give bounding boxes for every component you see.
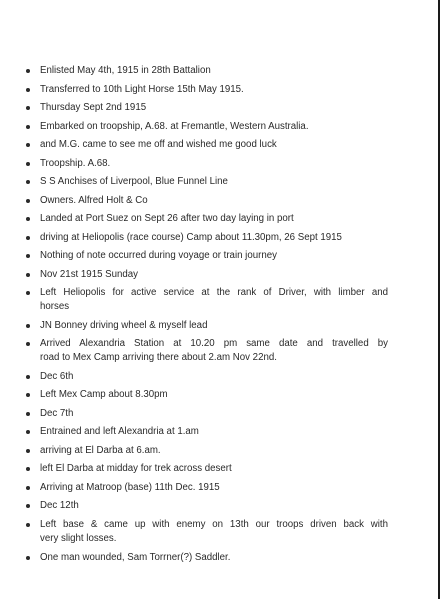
diary-entry: [26, 388, 388, 402]
diary-entry-text: Left base & came up with enemy on 13th our troops driven back with: [40, 518, 388, 530]
diary-entry: [26, 518, 388, 546]
bullet-icon: [26, 504, 30, 508]
bullet-icon: [26, 180, 30, 184]
diary-entry-text: Entrained and left Alexandria at 1.am: [40, 426, 199, 438]
diary-entry-text: left El Darba at midday for trek across desert: [40, 463, 232, 475]
bullet-icon: [26, 291, 30, 295]
diary-entry: [26, 194, 388, 208]
diary-entry: [26, 157, 388, 171]
diary-entry-text: Dec 7th: [40, 407, 74, 419]
diary-entry: [26, 101, 388, 115]
bullet-icon: [26, 393, 30, 397]
bullet-icon: [26, 342, 30, 346]
diary-entry: [26, 407, 388, 421]
diary-entry: [26, 64, 388, 78]
diary-entry: [26, 337, 388, 365]
diary-entry: [26, 83, 388, 97]
bullet-icon: [26, 412, 30, 416]
diary-entry: [26, 444, 388, 458]
diary-entry: [26, 319, 388, 333]
bullet-icon: [26, 88, 30, 92]
bullet-icon: [26, 236, 30, 240]
diary-entry-text: Dec 6th: [40, 370, 74, 382]
bullet-icon: [26, 125, 30, 129]
bullet-icon: [26, 106, 30, 110]
diary-entry-text: Owners. Alfred Holt & Co: [40, 194, 148, 206]
diary-entry: [26, 481, 388, 495]
diary-entry-text: driving at Heliopolis (race course) Camp about 11.30pm, 26 Sept 1915: [40, 231, 342, 243]
diary-entry-list: [26, 64, 388, 569]
scan-edge-line: [438, 0, 440, 599]
diary-entry-text: JN Bonney driving wheel & myself lead: [40, 319, 208, 331]
diary-entry-text: S S Anchises of Liverpool, Blue Funnel Line: [40, 176, 228, 187]
bullet-icon: [26, 199, 30, 203]
diary-entry: [26, 138, 388, 152]
bullet-icon: [26, 375, 30, 379]
diary-entry: [26, 175, 388, 189]
diary-entry: [26, 499, 388, 513]
bullet-icon: [26, 449, 30, 453]
bullet-icon: [26, 143, 30, 147]
bullet-icon: [26, 467, 30, 471]
bullet-icon: [26, 69, 30, 73]
diary-entry-text: Troopship. A.68.: [40, 157, 111, 169]
diary-entry-text: Embarked on troopship, A.68. at Fremantle, Western Australia.: [40, 120, 309, 132]
diary-entry-text: Dec 12th: [40, 500, 79, 512]
diary-entry-text: arriving at El Darba at 6.am.: [40, 444, 161, 456]
diary-entry-text: Left Mex Camp about 8.30pm: [40, 389, 168, 401]
diary-entry: [26, 425, 388, 439]
bullet-icon: [26, 556, 30, 560]
diary-entry-text: and M.G. came to see me off and wished me good luck: [40, 139, 277, 150]
diary-entry: [26, 268, 388, 282]
diary-entry: [26, 249, 388, 263]
diary-entry: [26, 462, 388, 476]
bullet-icon: [26, 486, 30, 490]
diary-entry: [26, 120, 388, 134]
diary-entry: [26, 231, 388, 245]
bullet-icon: [26, 162, 30, 166]
diary-entry-text: road to Mex Camp arriving there about 2.am Nov 22nd.: [40, 352, 277, 364]
diary-entry-text: Transferred to 10th Light Horse 15th May 1915.: [40, 83, 244, 95]
diary-entry: [26, 212, 388, 226]
diary-entry-text: horses: [40, 301, 70, 313]
diary-entry-text: Nov 21st 1915 Sunday: [40, 268, 139, 280]
diary-entry-text: Enlisted May 4th, 1915 in 28th Battalion: [40, 65, 211, 76]
bullet-icon: [26, 523, 30, 527]
bullet-icon: [26, 324, 30, 328]
bullet-icon: [26, 217, 30, 221]
bullet-icon: [26, 273, 30, 277]
diary-entry: [26, 551, 388, 565]
diary-entry-text: Arrived Alexandria Station at 10.20 pm same date and travelled by: [40, 338, 388, 350]
diary-entry: [26, 286, 388, 314]
diary-entry-text: Thursday Sept 2nd 1915: [40, 102, 147, 113]
diary-entry-text: very slight losses.: [40, 533, 117, 545]
bullet-icon: [26, 254, 30, 258]
diary-entry: [26, 370, 388, 384]
diary-entry-text: One man wounded, Sam Torrner(?) Saddler.: [40, 551, 231, 563]
bullet-icon: [26, 430, 30, 434]
diary-entry-text: Arriving at Matroop (base) 11th Dec. 1915: [40, 481, 220, 493]
diary-entry-text: Nothing of note occurred during voyage or train journey: [40, 250, 277, 261]
diary-entry-text: Left Heliopolis for active service at the rank of Driver, with limber and: [40, 287, 388, 298]
diary-entry-text: Landed at Port Suez on Sept 26 after two day laying in port: [40, 213, 294, 224]
